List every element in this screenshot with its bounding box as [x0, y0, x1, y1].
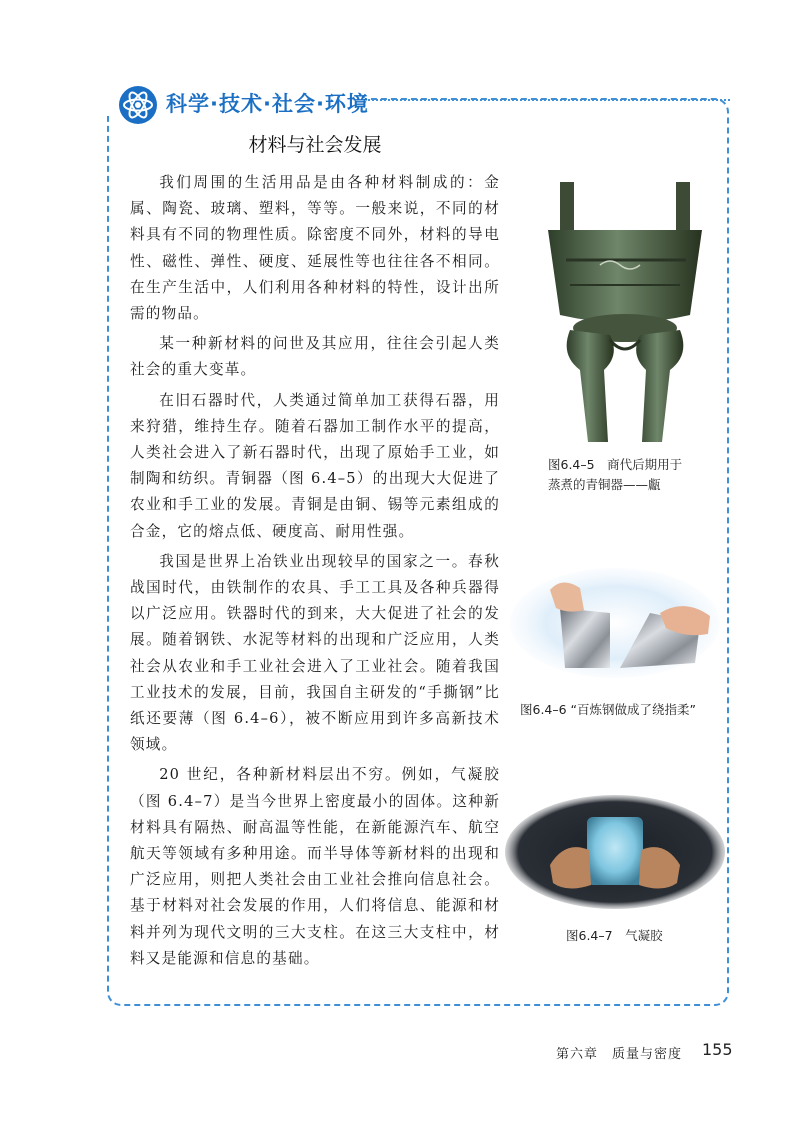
- figure-6-4-6-caption: 图6.4–6 “百炼钢做成了绕指柔”: [520, 702, 697, 717]
- article-title-text: 材料与社会发展: [248, 134, 382, 156]
- article-body: [130, 170, 500, 976]
- hand-torn-steel-image: [510, 568, 720, 678]
- header-dotted-line: [368, 99, 730, 101]
- paragraph-3: 在旧石器时代，人类通过简单加工获得石器，用来狩猎，维持生存。随着石器加工制作水平的提高，人类社会进入了新石器时代，出现了原始手工业，如制陶和纺织。青铜器（图 6.4–5）的出现大大促进了农业和手工业的发展。青铜是由铜、锡等元素组成的合金，它的熔点低、硬度高、耐用性强。: [130, 391, 500, 540]
- footer-chapter: 第六章 质量与密度: [556, 1047, 683, 1062]
- article-title: [120, 130, 510, 157]
- aerogel-image: [505, 795, 725, 910]
- page-number: 155: [702, 1040, 733, 1059]
- bronze-vessel-image: [540, 180, 710, 450]
- figure-6-4-5-caption-line2: 蒸煮的青铜器——甗: [548, 477, 661, 492]
- paragraph-4: 我国是世界上冶铁业出现较早的国家之一。春秋战国时代，由铁制作的农具、手工工具及各种兵器得以广泛应用。铁器时代的到来，大大促进了社会的发展。随着钢铁、水泥等材料的出现和广泛应用，人类社会从农业和手工业社会进入了工业社会。随着我国工业技术的发展，目前，我国自主研发的“手撕钢”比纸还要薄（图 6.4–6），被不断应用到许多高新技术领域。: [130, 552, 500, 754]
- figure-6-4-5-caption: [548, 455, 682, 495]
- atom-logo-icon: [118, 85, 158, 125]
- figure-6-4-7-caption: 图6.4–7 气凝胶: [566, 928, 663, 943]
- paragraph-1: 我们周围的生活用品是由各种材料制成的：金属、陶瓷、玻璃、塑料，等等。一般来说，不同的材料具有不同的物理性质。除密度不同外，材料的导电性、磁性、弹性、硬度、延展性等也往往各不相同。在生产生活中，人们利用各种材料的特性，设计出所需的物品。: [130, 174, 500, 323]
- section-title: 科学·技术·社会·环境: [166, 92, 369, 116]
- paragraph-2: 某一种新材料的问世及其应用，往往会引起人类社会的重大变革。: [130, 335, 500, 379]
- paragraph-5: 20 世纪，各种新材料层出不穷。例如，气凝胶（图 6.4–7）是当今世界上密度最小的固体。这种新材料具有隔热、耐高温等性能，在新能源汽车、航空航天等领域有多种用途。而半导体等新材料的出现和广泛应用，则把人类社会由工业社会推向信息社会。基于材料对社会发展的作用，人们将信息、能源和材料并列为现代文明的三大支柱。在这三大支柱中，材料又是能源和信息的基础。: [130, 766, 500, 967]
- figure-6-4-5-caption-line1: 图6.4–5 商代后期用于: [548, 457, 683, 472]
